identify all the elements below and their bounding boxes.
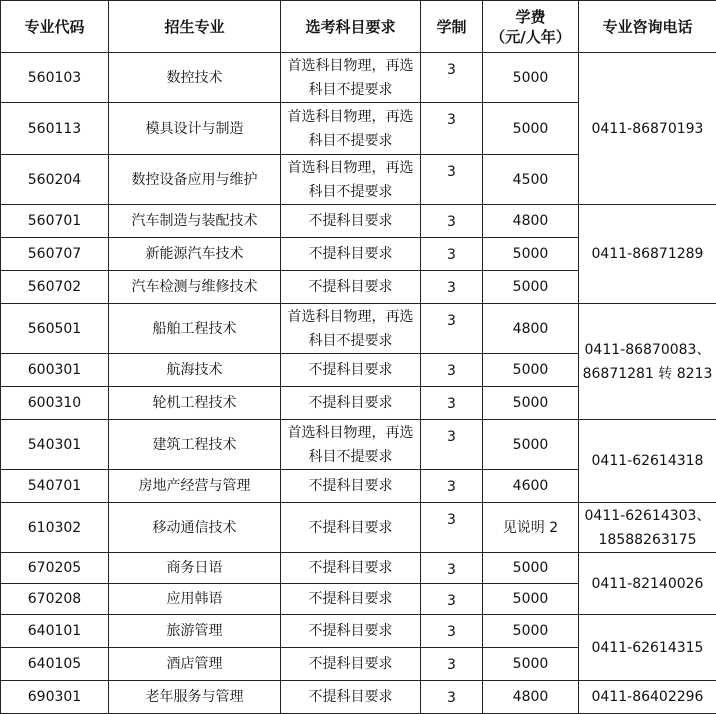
consult-phone-line1: 0411-62614315 xyxy=(581,636,714,660)
subject-requirement: 不提科目要求 xyxy=(281,584,421,615)
header-major: 招生专业 xyxy=(109,1,281,53)
major-code: 540301 xyxy=(1,420,109,470)
consult-phone-line1: 0411-82140026 xyxy=(581,572,714,596)
header-row xyxy=(1,1,716,53)
consult-phone-line1: 0411-86870193 xyxy=(581,117,714,141)
tuition-fee: 5000 xyxy=(483,53,579,103)
table-row xyxy=(1,205,716,238)
tuition-fee: 4500 xyxy=(483,155,579,205)
major-code: 540701 xyxy=(1,470,109,503)
program-years: 3 xyxy=(421,615,483,648)
program-years: 3 xyxy=(421,304,483,354)
subject-requirement: 不提科目要求 xyxy=(281,648,421,681)
program-years: 3 xyxy=(421,648,483,681)
subject-requirement: 不提科目要求 xyxy=(281,681,421,714)
major-name: 应用韩语 xyxy=(109,584,281,615)
major-name: 新能源汽车技术 xyxy=(109,238,281,271)
tuition-fee: 4800 xyxy=(483,304,579,354)
consult-phone xyxy=(579,304,716,420)
tuition-fee: 5000 xyxy=(483,271,579,304)
major-code: 610302 xyxy=(1,503,109,553)
major-code: 670208 xyxy=(1,584,109,615)
subject-requirement: 不提科目要求 xyxy=(281,553,421,584)
tuition-fee: 5000 xyxy=(483,420,579,470)
subject-requirement: 不提科目要求 xyxy=(281,354,421,387)
major-code: 560707 xyxy=(1,238,109,271)
program-years: 3 xyxy=(421,53,483,103)
tuition-fee: 5000 xyxy=(483,238,579,271)
subject-requirement: 不提科目要求 xyxy=(281,205,421,238)
consult-phone xyxy=(579,53,716,205)
consult-phone-line1: 0411-62614318 xyxy=(581,449,714,473)
table-row xyxy=(1,681,716,714)
major-code: 690301 xyxy=(1,681,109,714)
tuition-fee: 5000 xyxy=(483,103,579,155)
consult-phone xyxy=(579,681,716,714)
major-name: 酒店管理 xyxy=(109,648,281,681)
consult-phone xyxy=(579,420,716,503)
tuition-fee: 5000 xyxy=(483,648,579,681)
major-name: 建筑工程技术 xyxy=(109,420,281,470)
major-name: 数控技术 xyxy=(109,53,281,103)
major-name: 房地产经营与管理 xyxy=(109,470,281,503)
subject-requirement: 首选科目物理，再选科目不提要求 xyxy=(281,420,421,470)
tuition-fee: 见说明 2 xyxy=(483,503,579,553)
subject-requirement: 首选科目物理，再选科目不提要求 xyxy=(281,53,421,103)
consult-phone-line2: 18588263175 xyxy=(581,528,714,552)
tuition-fee: 4800 xyxy=(483,205,579,238)
subject-requirement: 不提科目要求 xyxy=(281,387,421,420)
major-code: 560701 xyxy=(1,205,109,238)
major-name: 轮机工程技术 xyxy=(109,387,281,420)
tuition-fee: 5000 xyxy=(483,584,579,615)
major-code: 600310 xyxy=(1,387,109,420)
major-code: 600301 xyxy=(1,354,109,387)
major-name: 航海技术 xyxy=(109,354,281,387)
table-row xyxy=(1,615,716,648)
header-years: 学制 xyxy=(421,1,483,53)
major-name: 老年服务与管理 xyxy=(109,681,281,714)
consult-phone-line2: 86871281 转 8213 xyxy=(581,362,714,386)
table-row xyxy=(1,503,716,553)
tuition-fee: 5000 xyxy=(483,387,579,420)
program-years: 3 xyxy=(421,387,483,420)
major-code: 670205 xyxy=(1,553,109,584)
tuition-fee: 4800 xyxy=(483,681,579,714)
program-years: 3 xyxy=(421,420,483,470)
program-years: 3 xyxy=(421,354,483,387)
consult-phone-line1: 0411-86871289 xyxy=(581,242,714,266)
major-name: 汽车检测与维修技术 xyxy=(109,271,281,304)
program-years: 3 xyxy=(421,553,483,584)
header-code: 专业代码 xyxy=(1,1,109,53)
major-name: 船舶工程技术 xyxy=(109,304,281,354)
table-row xyxy=(1,53,716,103)
major-code: 560113 xyxy=(1,103,109,155)
subject-requirement: 不提科目要求 xyxy=(281,470,421,503)
major-name: 汽车制造与装配技术 xyxy=(109,205,281,238)
major-code: 560204 xyxy=(1,155,109,205)
header-phone: 专业咨询电话 xyxy=(579,1,716,53)
major-code: 640101 xyxy=(1,615,109,648)
consult-phone xyxy=(579,615,716,681)
header-fee-line2: （元/人年） xyxy=(485,27,576,47)
program-years: 3 xyxy=(421,238,483,271)
program-years: 3 xyxy=(421,681,483,714)
major-code: 640105 xyxy=(1,648,109,681)
subject-requirement: 不提科目要求 xyxy=(281,615,421,648)
program-years: 3 xyxy=(421,155,483,205)
consult-phone-line1: 0411-86870083、 xyxy=(581,338,714,362)
major-code: 560103 xyxy=(1,53,109,103)
header-subjects: 选考科目要求 xyxy=(281,1,421,53)
major-name: 移动通信技术 xyxy=(109,503,281,553)
consult-phone xyxy=(579,553,716,615)
major-code: 560702 xyxy=(1,271,109,304)
major-name: 模具设计与制造 xyxy=(109,103,281,155)
header-fee-line1: 学费 xyxy=(485,7,576,27)
major-code: 560501 xyxy=(1,304,109,354)
major-name: 商务日语 xyxy=(109,553,281,584)
subject-requirement: 不提科目要求 xyxy=(281,238,421,271)
major-name: 数控设备应用与维护 xyxy=(109,155,281,205)
program-years: 3 xyxy=(421,205,483,238)
consult-phone xyxy=(579,503,716,553)
subject-requirement: 首选科目物理，再选科目不提要求 xyxy=(281,103,421,155)
tuition-fee: 4600 xyxy=(483,470,579,503)
tuition-fee: 5000 xyxy=(483,553,579,584)
table-row xyxy=(1,553,716,584)
tuition-fee: 5000 xyxy=(483,354,579,387)
program-years: 3 xyxy=(421,470,483,503)
subject-requirement: 不提科目要求 xyxy=(281,271,421,304)
subject-requirement: 首选科目物理，再选科目不提要求 xyxy=(281,155,421,205)
subject-requirement: 不提科目要求 xyxy=(281,503,421,553)
table-row xyxy=(1,420,716,470)
program-years: 3 xyxy=(421,271,483,304)
header-fee xyxy=(483,1,579,53)
consult-phone xyxy=(579,205,716,304)
consult-phone-line1: 0411-86402296 xyxy=(581,685,714,709)
tuition-fee: 5000 xyxy=(483,615,579,648)
program-years: 3 xyxy=(421,503,483,553)
program-years: 3 xyxy=(421,103,483,155)
subject-requirement: 首选科目物理，再选科目不提要求 xyxy=(281,304,421,354)
consult-phone-line1: 0411-62614303、 xyxy=(581,504,714,528)
table-row xyxy=(1,304,716,354)
major-name: 旅游管理 xyxy=(109,615,281,648)
program-years: 3 xyxy=(421,584,483,615)
